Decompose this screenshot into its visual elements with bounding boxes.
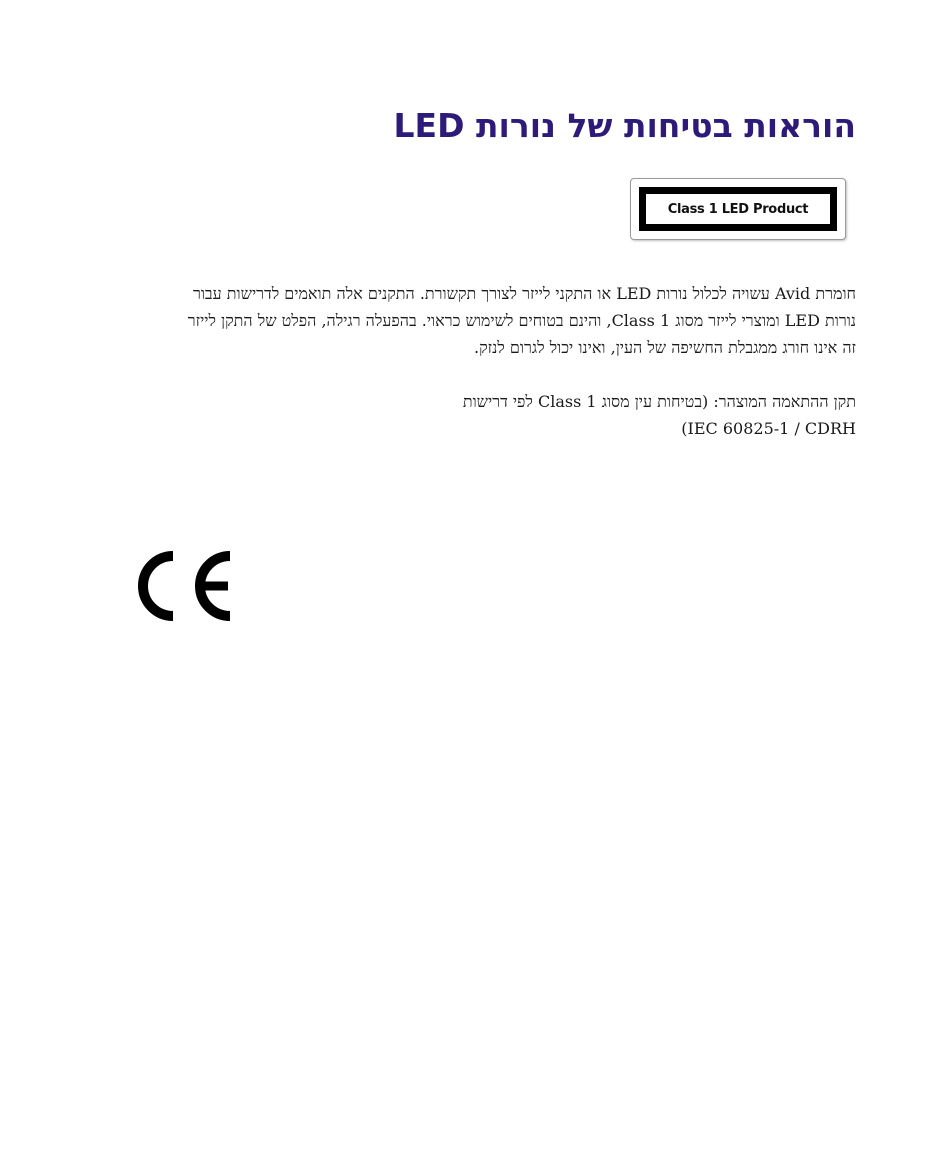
- paragraph-line: תקן ההתאמה המוצהר: (בטיחות עין מסוג Class 1 לפי דרישות: [462, 392, 856, 411]
- ce-mark-icon: [130, 547, 236, 625]
- class1-led-label-frame: [639, 187, 837, 231]
- page-title: הוראות בטיחות של נורות LED: [393, 106, 856, 145]
- paragraph-line: נורות LED ומוצרי לייזר מסוג Class 1, והינם בטוחים לשימוש כראוי. בהפעלה רגילה, הפלט של התקן לייזר: [187, 311, 856, 330]
- class1-led-label: [630, 178, 846, 240]
- class1-led-label-text: Class 1 LED Product: [667, 201, 809, 217]
- led-compliance-paragraph: [94, 280, 856, 361]
- paragraph-line: IEC 60825-1 / CDRH): [681, 419, 856, 438]
- paragraph-line: חומרת Avid עשויה לכלול נורות LED או התקני לייזר לצורך תקשורת. התקנים אלה תואמים לדרישות עבור: [192, 284, 856, 303]
- paragraph-line: זה אינו חורג ממגבלת החשיפה של העין, ואינו יכול לגרום לנזק.: [473, 338, 856, 357]
- declared-standard-paragraph: [94, 388, 856, 442]
